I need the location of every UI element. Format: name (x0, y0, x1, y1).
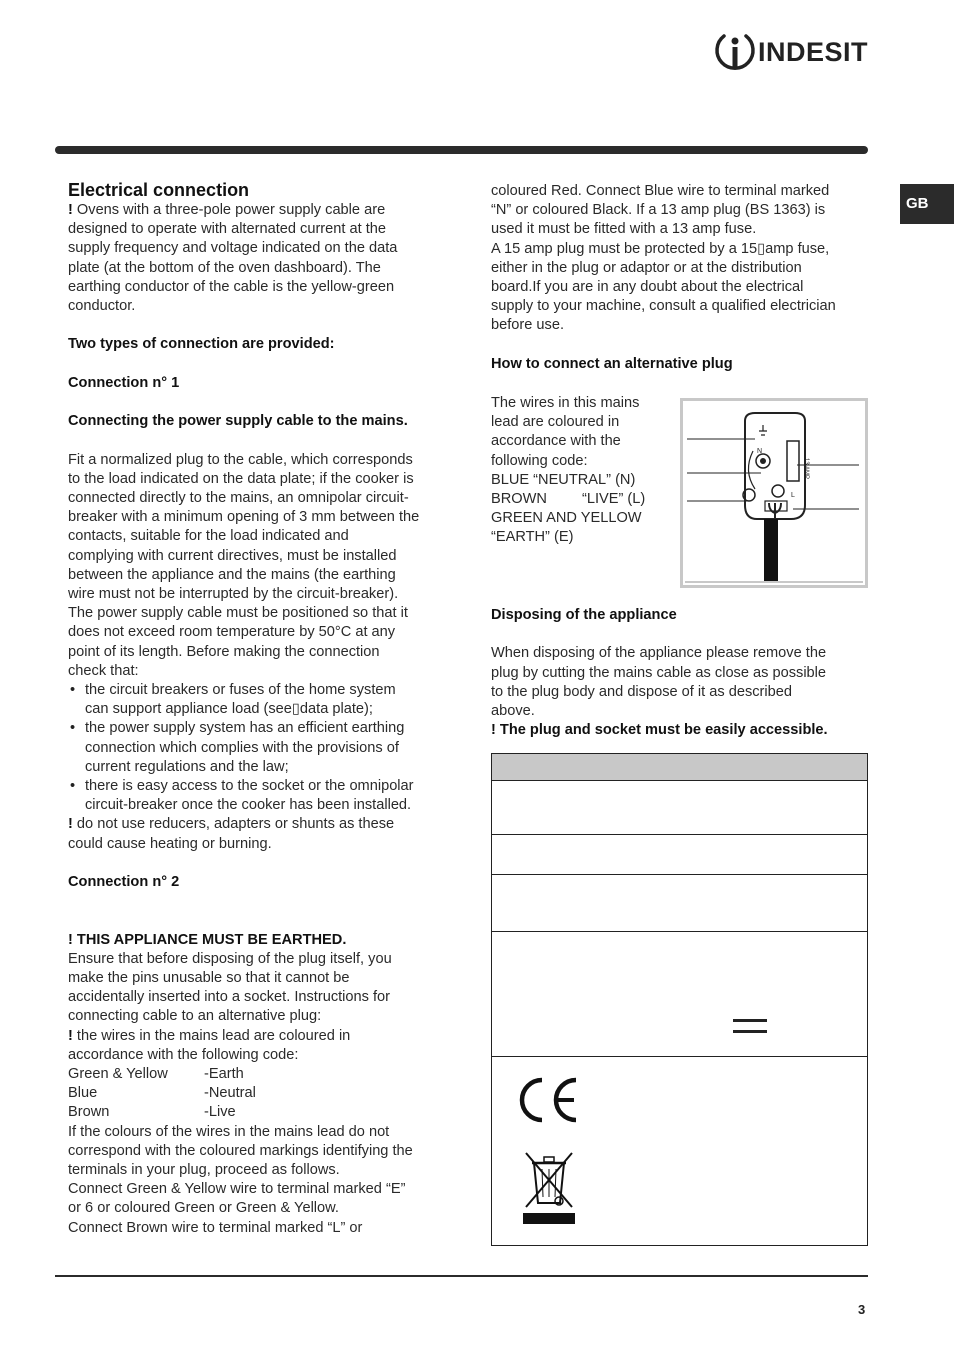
earthed-warning: ! THIS APPLIANCE MUST BE EARTHED. (68, 931, 347, 948)
check-list (68, 681, 448, 815)
right-column (491, 182, 871, 374)
text-line: breaker with a minimum opening of 3 mm between the (68, 509, 420, 526)
ce-mark-icon (514, 1074, 580, 1126)
indesit-logo-mark (714, 30, 756, 76)
wire-code-list (68, 1065, 448, 1123)
text-line: does not exceed room temperature by 50°C at any (68, 624, 396, 641)
disposing-heading: Disposing of the appliance (491, 607, 677, 623)
svg-text:13 AMP: 13 AMP (803, 458, 809, 480)
connecting-power-heading: Connecting the power supply cable to the mains. (68, 413, 408, 430)
text-line: The power supply cable must be positioned so that it (68, 605, 408, 622)
list-item: • there is easy access to the socket or the omnipolar circuit-breaker once the cooker has been installed. (68, 777, 448, 815)
intro-paragraph (68, 201, 448, 316)
text-line: between the appliance and the mains (the earthing (68, 566, 396, 583)
bottom-divider (55, 1275, 868, 1277)
text-line: contacts, suitable for the load indicated and (68, 528, 349, 545)
plug-wire-code: The wires in this mains lead are coloured in accordance with the following code: BLUE “NEUTRAL” (N) BROWN “LIVE” (L) GREEN AND YELLOW “EARTH” (E) (491, 395, 646, 546)
text-line: Fit a normalized plug to the cable, which corresponds (68, 451, 413, 468)
page-number: 3 (858, 1302, 866, 1317)
indesit-logo (714, 30, 874, 76)
wire-code-row: Blue -Neutral (68, 1085, 256, 1102)
table-header-row (492, 754, 867, 781)
section-title: Electrical connection (68, 180, 250, 200)
wire-code-row: Brown -Live (68, 1104, 236, 1121)
wires-note: ! the wires in the mains lead are coloured in accordance with the following code: (68, 1027, 351, 1063)
connection-2-heading: Connection n° 2 (68, 874, 180, 891)
two-types-heading: Two types of connection are provided: (68, 336, 335, 353)
table-row (492, 835, 867, 875)
language-tab: GB (900, 184, 954, 224)
equals-symbol (733, 1019, 767, 1033)
svg-text:N: N (757, 448, 763, 455)
fit-plug-paragraph (68, 451, 448, 681)
text-line: wire must not be interrupted by the circuit-breaker). (68, 586, 399, 602)
accessible-warning: ! The plug and socket must be easily accessible. (491, 722, 828, 739)
text-line: plate (at the bottom of the oven dashboard). The (68, 259, 381, 276)
text-line: ! Ovens with a three-pole power supply cable are (68, 202, 386, 218)
wire-code-row: Green & Yellow -Earth (68, 1066, 244, 1083)
connection-1-heading: Connection n° 1 (68, 374, 180, 391)
text-line: check that: (68, 662, 139, 679)
table-row (492, 781, 867, 835)
technical-info-table (491, 753, 868, 1246)
continued-paragraph: coloured Red. Connect Blue wire to terminal marked “N” or coloured Black. If a 13 amp plug (BS 1363) is used it must be fitted with a 13 amp fuse. A 15 amp plug must be protected by a 15▯amp fuse, either in the plug or adaptor or at the distribution board.If you are in any doubt about the electrical supply to your machine, consult a qualified electrician before use. (491, 183, 836, 334)
weee-bin-icon (522, 1149, 576, 1225)
disposing-section: Disposing of the appliance When disposing of the appliance please remove the plug by cutting the mains cable as close as possible to the plug body and dispose of it as described above. ! The plug and socket must be easily accessible. (491, 606, 828, 740)
table-row (492, 932, 867, 1057)
text-line: supply frequency and voltage indicated on the data (68, 240, 398, 257)
list-item: • the power supply system has an efficient earthing connection which complies with the provisions of current regulations and the law; (68, 719, 448, 777)
if-colours-paragraph: If the colours of the wires in the mains lead do not correspond with the coloured markings identifying the terminals in your plug, proceed as follows. Connect Green & Yellow wire to terminal marked “E” or 6 or coloured Green or Green & Yellow. Connect Brown wire to terminal marked “L” or (68, 1123, 413, 1236)
left-column (68, 180, 448, 1238)
text-line: to the load indicated on the data plate; if the cooker is (68, 470, 414, 487)
text-line: complying with current directives, must be installed (68, 547, 397, 564)
alt-plug-heading: How to connect an alternative plug (491, 355, 733, 372)
text-line: point of its length. Before making the connection (68, 643, 380, 660)
ensure-paragraph: Ensure that before disposing of the plug itself, you make the pins unusable so that it cannot be accidentally inserted into a socket. Instructions for connecting cable to an alternative plug: (68, 950, 392, 1025)
text-line: conductor. (68, 298, 136, 315)
text-line: designed to operate with alternated current at the (68, 221, 387, 238)
reducers-warning: ! do not use reducers, adapters or shunts as these could cause heating or burning. (68, 816, 395, 852)
list-item: • the circuit breakers or fuses of the home system can support appliance load (see▯data plate); (68, 681, 448, 719)
text-line: earthing conductor of the cable is the yellow-green (68, 278, 395, 295)
svg-text:L: L (791, 492, 795, 499)
table-row (492, 875, 867, 932)
brand-name: INDESIT (758, 37, 869, 67)
plug-wiring-diagram (680, 398, 868, 588)
top-divider (55, 146, 868, 154)
text-line: connected directly to the mains, an omnipolar circuit- (68, 489, 409, 506)
